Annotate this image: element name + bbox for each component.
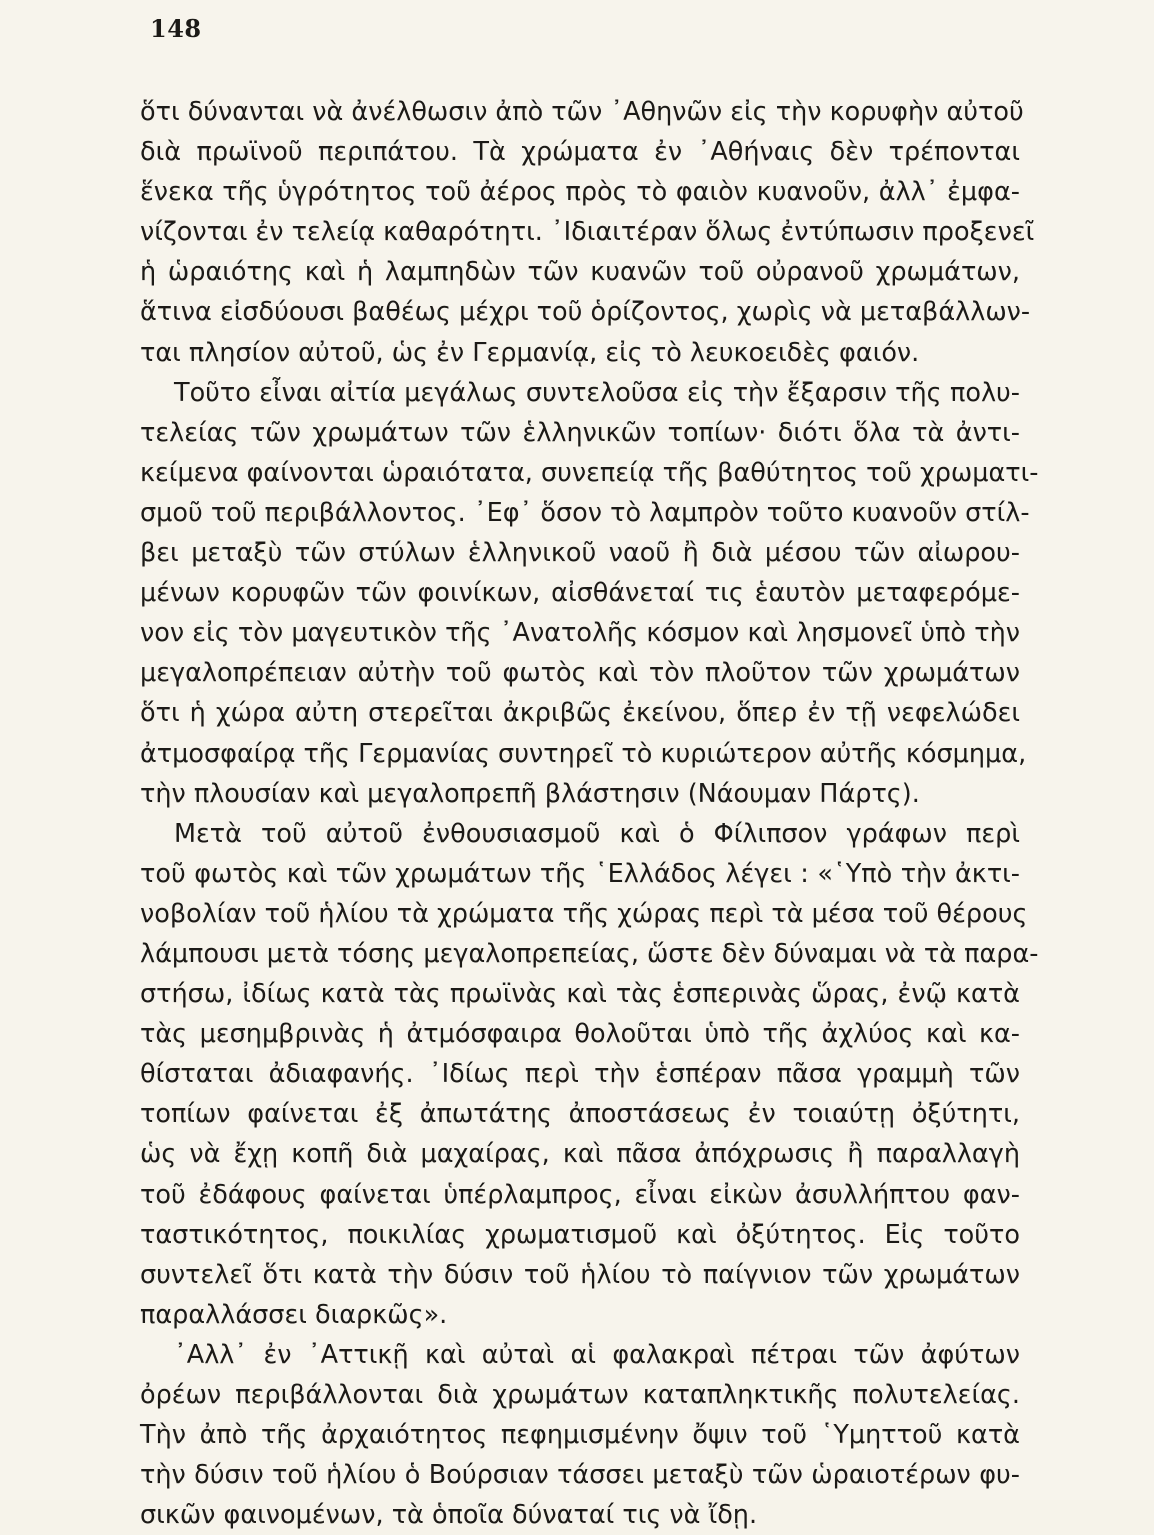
text-line: Τοῦτο εἶναι αἰτία μεγάλως συντελοῦσα εἰς τὴν ἔξαρσιν τῆς πολυ- (174, 377, 1020, 408)
text-line: τὴν δύσιν τοῦ ἡλίου ὁ Βούρσιαν τάσσει μεταξὺ τῶν ὡραιοτέρων φυ- (140, 1460, 1020, 1491)
text-line: ται πλησίον αὐτοῦ, ὡς ἐν Γερμανίᾳ, εἰς τὸ λευκοειδὲς φαιόν. (140, 337, 920, 368)
text-line: τὴν πλουσίαν καὶ μεγαλοπρεπῆ βλάστησιν (Νάουμαν Πάρτς). (140, 778, 920, 809)
paragraph (140, 814, 1039, 1335)
text-line: ἀτμοσφαίρᾳ τῆς Γερμανίας συντηρεῖ τὸ κυριώτερον αὐτῆς κόσμημα, (140, 738, 1027, 769)
text-line: παραλλάσσει διαρκῶς». (140, 1299, 448, 1330)
text-line: νον εἰς τὸν μαγευτικὸν τῆς ᾿Ανατολῆς κόσμον καὶ λησμονεῖ ὑπὸ τὴν (140, 618, 1020, 649)
text-line: σμοῦ τοῦ περιβάλλοντος. ᾿Εφ᾿ ὅσον τὸ λαμπρὸν τοῦτο κυανοῦν στίλ- (140, 497, 1030, 528)
text-line: ὅτι δύνανται νὰ ἀνέλθωσιν ἀπὸ τῶν ᾿Αθηνῶν εἰς τὴν κορυφὴν αὐτοῦ (140, 97, 1024, 127)
text-line: Τὴν ἀπὸ τῆς ἀρχαιότητος πεφημισμένην ὄψιν τοῦ ῾Υμηττοῦ κατὰ (140, 1420, 1020, 1451)
text-line: τοῦ φωτὸς καὶ τῶν χρωμάτων τῆς ῾Ελλάδος λέγει : «῾Υπὸ τὴν ἀκτι- (140, 858, 1020, 889)
text-line: ᾿Αλλ᾿ ἐν ᾿Αττικῇ καὶ αὐταὶ αἱ φαλακραὶ πέτραι τῶν ἀφύτων (174, 1339, 1020, 1370)
text-line: τοπίων φαίνεται ἐξ ἀπωτάτης ἀποστάσεως ἐν τοιαύτῃ ὀξύτητι, (140, 1099, 1020, 1130)
body-text (140, 92, 1039, 1535)
text-line: ἕνεκα τῆς ὑγρότητος τοῦ ἀέρος πρὸς τὸ φαιὸν κυανοῦν, ἀλλ᾿ ἐμφα- (140, 177, 1020, 208)
text-line: ὀρέων περιβάλλονται διὰ χρωμάτων καταπληκτικῆς πολυτελείας. (140, 1380, 1020, 1410)
text-line: μένων κορυφῶν τῶν φοινίκων, αἰσθάνεταί τις ἑαυτὸν μεταφερόμε- (140, 578, 1020, 609)
text-line: στήσω, ἰδίως κατὰ τὰς πρωϊνὰς καὶ τὰς ἑσπερινὰς ὥρας, ἐνῷ κατὰ (140, 979, 1020, 1010)
text-line: νοβολίαν τοῦ ἡλίου τὰ χρώματα τῆς χώρας περὶ τὰ μέσα τοῦ θέρους (140, 898, 1028, 929)
text-line: Μετὰ τοῦ αὐτοῦ ἐνθουσιασμοῦ καὶ ὁ Φίλιπσον γράφων περὶ (174, 818, 1020, 849)
text-line: ἅτινα εἰσδύουσι βαθέως μέχρι τοῦ ὁρίζοντος, χωρὶς νὰ μεταβάλλων- (140, 297, 1031, 328)
text-line: συντελεῖ ὅτι κατὰ τὴν δύσιν τοῦ ἡλίου τὸ παίγνιον τῶν χρωμάτων (140, 1259, 1020, 1290)
text-line: ἡ ὡραιότης καὶ ἡ λαμπηδὼν τῶν κυανῶν τοῦ οὐρανοῦ χρωμάτων, (140, 257, 1020, 288)
text-line: θίσταται ἀδιαφανής. ᾿Ιδίως περὶ τὴν ἑσπέραν πᾶσα γραμμὴ τῶν (140, 1059, 1020, 1090)
text-line: τὰς μεσημβρινὰς ἡ ἀτμόσφαιρα θολοῦται ὑπὸ τῆς ἀχλύος καὶ κα- (140, 1019, 1020, 1050)
text-line: ὡς νὰ ἔχῃ κοπῆ διὰ μαχαίρας, καὶ πᾶσα ἀπόχρωσις ἢ παραλλαγὴ (140, 1139, 1020, 1170)
text-line: κείμενα φαίνονται ὡραιότατα, συνεπείᾳ τῆς βαθύτητος τοῦ χρωματι- (140, 457, 1039, 488)
text-line: βει μεταξὺ τῶν στύλων ἑλληνικοῦ ναοῦ ἢ διὰ μέσου τῶν αἰωρου- (140, 538, 1020, 569)
text-line: διὰ πρωϊνοῦ περιπάτου. Τὰ χρώματα ἐν ᾿Αθήναις δὲν τρέπονται (140, 137, 1020, 168)
text-line: ὅτι ἡ χώρα αὐτη στερεῖται ἀκριβῶς ἐκείνου, ὅπερ ἐν τῇ νεφελώδει (140, 698, 1020, 729)
text-line: νίζονται ἐν τελείᾳ καθαρότητι. ᾿Ιδιαιτέραν ὅλως ἐντύπωσιν προξενεῖ (140, 217, 1035, 248)
paragraph (140, 373, 1039, 814)
page-number: 148 (150, 14, 202, 43)
paragraph (140, 1335, 1020, 1535)
text-line: μεγαλοπρέπειαν αὐτὴν τοῦ φωτὸς καὶ τὸν πλοῦτον τῶν χρωμάτων (140, 658, 1020, 689)
paragraph (140, 92, 1035, 373)
text-line: τελείας τῶν χρωμάτων τῶν ἑλληνικῶν τοπίων· διότι ὅλα τὰ ἀντι- (140, 417, 1020, 448)
text-line: σικῶν φαινομένων, τὰ ὁποῖα δύναταί τις νὰ ἴδῃ. (140, 1500, 758, 1531)
text-line: τοῦ ἐδάφους φαίνεται ὑπέρλαμπρος, εἶναι εἰκὼν ἀσυλλήπτου φαν- (140, 1179, 1020, 1210)
text-line: ταστικότητος, ποικιλίας χρωματισμοῦ καὶ ὀξύτητος. Εἰς τοῦτο (140, 1219, 1020, 1250)
text-line: λάμπουσι μετὰ τόσης μεγαλοπρεπείας, ὥστε δὲν δύναμαι νὰ τὰ παρα- (140, 938, 1039, 969)
